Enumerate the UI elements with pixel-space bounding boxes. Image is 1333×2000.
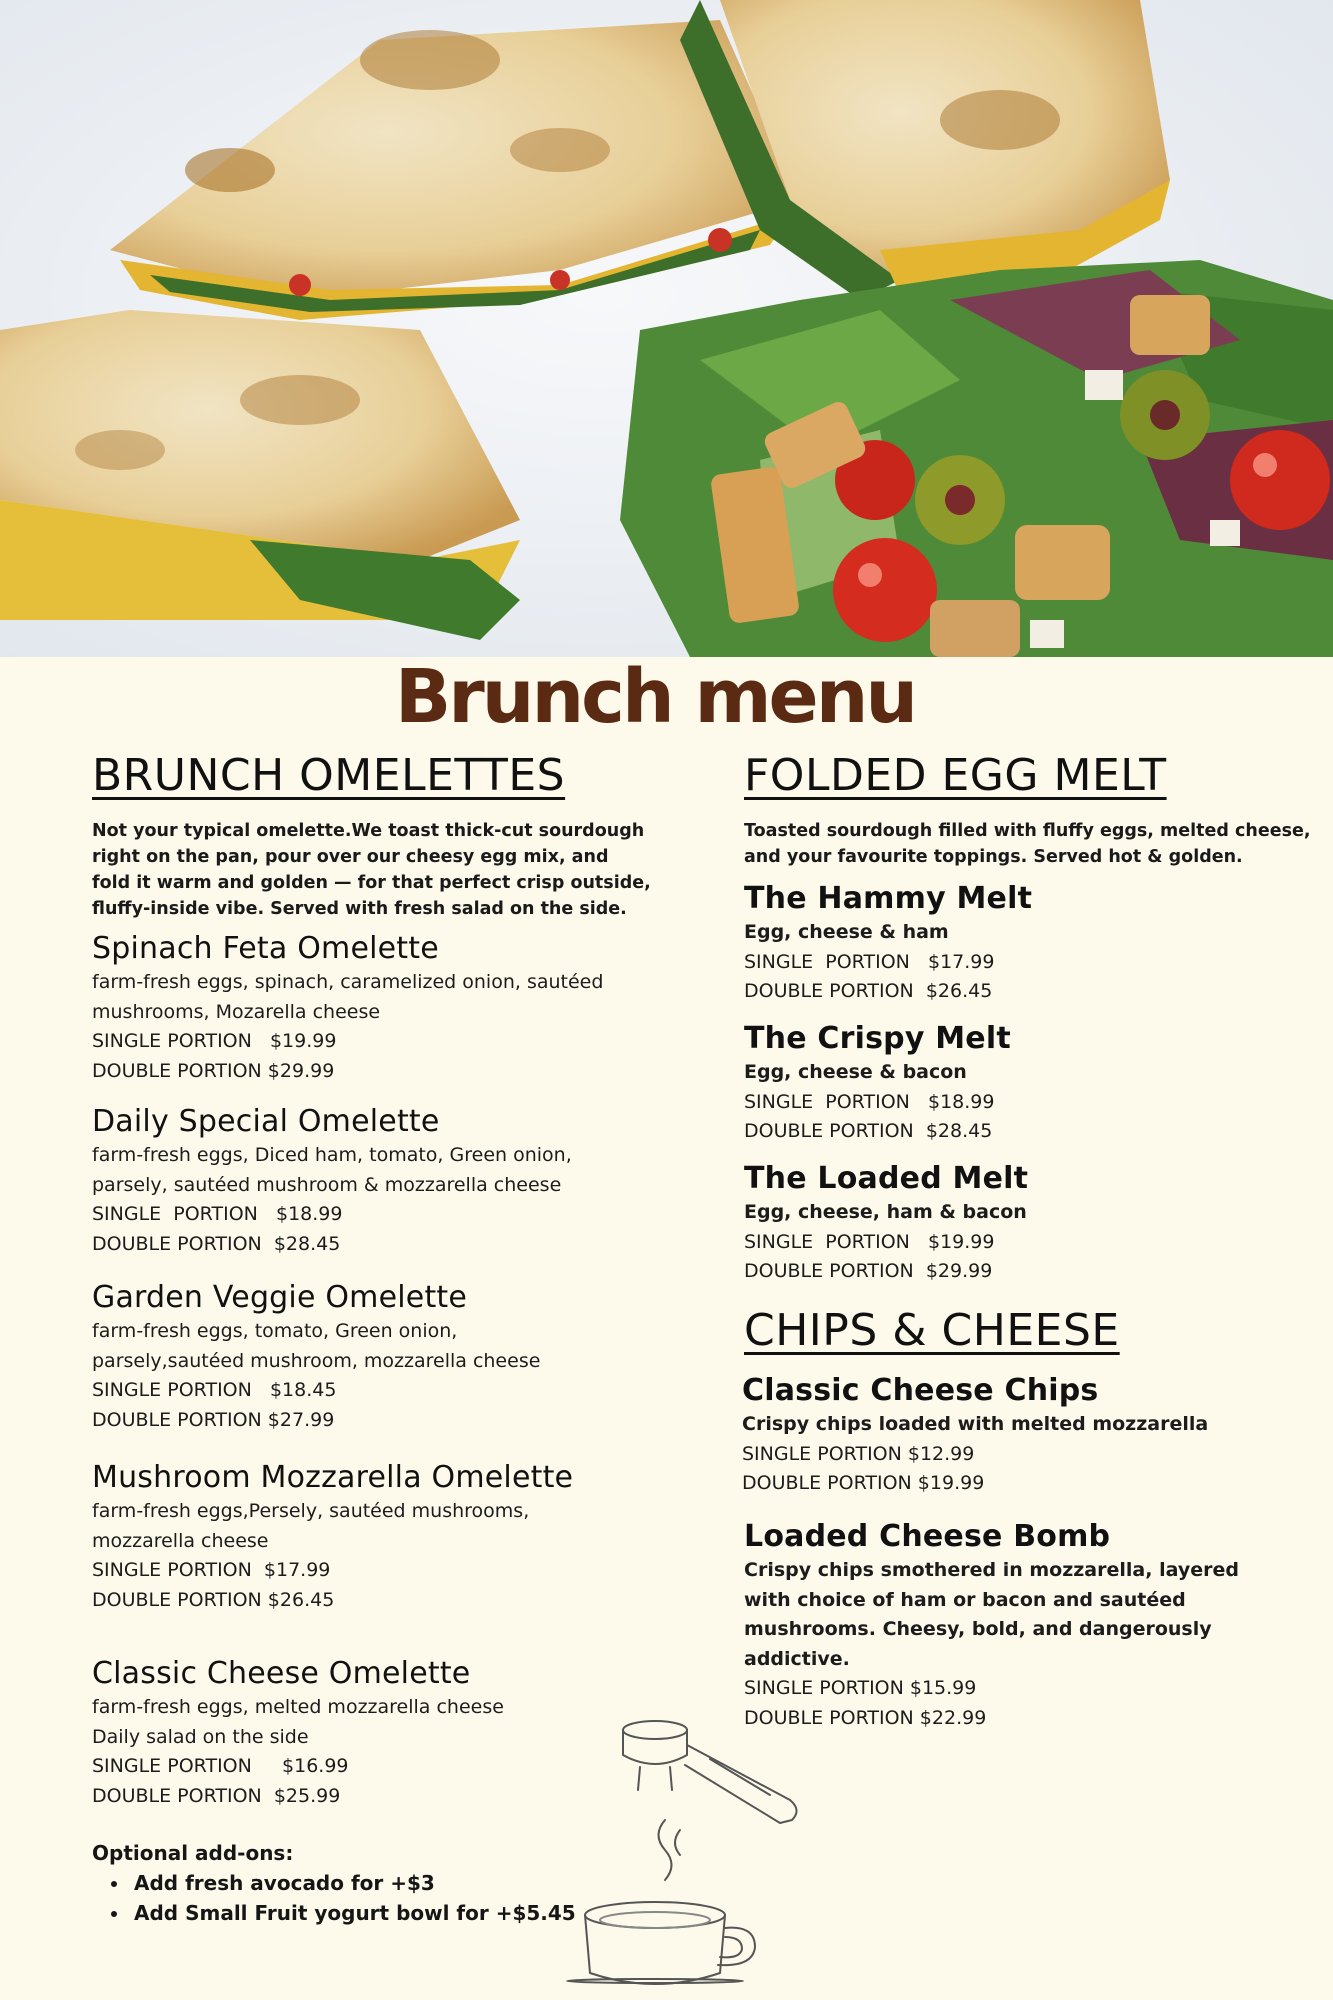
double-portion-price: DOUBLE PORTION $28.45 [744, 1120, 993, 1142]
melts-intro: Toasted sourdough filled with fluffy eggs, melted cheese, and your favourite toppings. Served hot & golden. [744, 821, 1311, 867]
espresso-coffee-illustration [560, 1715, 820, 1985]
menu-item [92, 1459, 692, 1615]
section-heading-melts: FOLDED EGG MELT [744, 750, 1167, 801]
menu-item [744, 1160, 1333, 1287]
single-portion-price: SINGLE PORTION $18.99 [92, 1203, 343, 1225]
item-name: Classic Cheese Omelette [92, 1656, 471, 1691]
item-description: Crispy chips loaded with melted mozzarella [742, 1413, 1209, 1435]
quesadilla-salad-photo [0, 0, 1333, 657]
item-name: Daily Special Omelette [92, 1104, 440, 1139]
page-title: Brunch menu [394, 654, 916, 740]
single-portion-price: SINGLE PORTION $16.99 [92, 1755, 349, 1777]
menu-item [742, 1372, 1333, 1499]
item-name: Spinach Feta Omelette [92, 931, 439, 966]
item-description: Crispy chips smothered in mozzarella, layered with choice of ham or bacon and sautéed mushrooms. Cheesy, bold, and dangerously addictive. [744, 1559, 1239, 1670]
item-name: The Hammy Melt [744, 881, 1033, 916]
double-portion-price: DOUBLE PORTION $29.99 [744, 1260, 993, 1282]
item-description: farm-fresh eggs, melted mozzarella cheese [92, 1696, 504, 1718]
double-portion-price: DOUBLE PORTION $19.99 [742, 1472, 985, 1494]
item-name: The Crispy Melt [744, 1021, 1011, 1056]
addons-title: Optional add-ons: [92, 1841, 294, 1865]
item-name: Garden Veggie Omelette [92, 1280, 468, 1315]
item-name: Classic Cheese Chips [742, 1373, 1099, 1408]
single-portion-price: SINGLE PORTION $15.99 [744, 1677, 977, 1699]
single-portion-price: SINGLE PORTION $12.99 [742, 1442, 975, 1465]
addon-item: • Add Small Fruit yogurt bowl for +$5.45 [130, 1898, 576, 1928]
double-portion-price: DOUBLE PORTION $29.99 [92, 1059, 335, 1082]
menu-item [744, 880, 1333, 1007]
single-portion-price: SINGLE PORTION $18.45 [92, 1379, 337, 1401]
item-description: farm-fresh eggs, spinach, caramelized onion, sautéed mushrooms, Mozarella cheese [92, 971, 604, 1023]
single-portion-price: SINGLE PORTION $17.99 [92, 1559, 331, 1581]
item-name: Loaded Cheese Bomb [744, 1519, 1111, 1554]
double-portion-price: DOUBLE PORTION $27.99 [92, 1408, 335, 1431]
item-description: Egg, cheese & bacon [744, 1061, 967, 1083]
item-description: farm-fresh eggs,Persely, sautéed mushrooms, mozzarella cheese [92, 1500, 530, 1552]
single-portion-price: SINGLE PORTION $19.99 [92, 1030, 337, 1052]
item-description: Egg, cheese, ham & bacon [744, 1201, 1027, 1223]
item-description: farm-fresh eggs, Diced ham, tomato, Green onion, parsely, sautéed mushroom & mozzarella cheese [92, 1144, 572, 1196]
single-portion-price: SINGLE PORTION $19.99 [744, 1230, 995, 1253]
hero-food-photo [0, 0, 1333, 657]
menu-item [92, 930, 692, 1086]
omelettes-intro: Not your typical omelette.We toast thick-cut sourdough right on the pan, pour over our cheesy egg mix, and fold it warm and golden — for that perfect crisp outside, fluffy-inside vibe. Served with fresh salad on the side. [92, 821, 651, 919]
item-description: farm-fresh eggs, tomato, Green onion, parsely,sautéed mushroom, mozzarella cheese [92, 1320, 541, 1372]
addon-item: • Add fresh avocado for +$3 [130, 1868, 576, 1898]
double-portion-price: DOUBLE PORTION $25.99 [92, 1784, 341, 1807]
addons-list [92, 1868, 576, 1928]
item-side-note: Daily salad on the side [92, 1725, 309, 1748]
single-portion-price: SINGLE PORTION $17.99 [744, 950, 995, 973]
double-portion-price: DOUBLE PORTION $26.45 [92, 1588, 335, 1611]
menu-item [744, 1020, 1333, 1147]
menu-item [92, 1103, 692, 1259]
menu-item [92, 1279, 692, 1435]
double-portion-price: DOUBLE PORTION $28.45 [92, 1232, 341, 1255]
menu-item [744, 1518, 1333, 1733]
item-description: Egg, cheese & ham [744, 921, 949, 943]
section-heading-omelettes: BRUNCH OMELETTES [92, 750, 566, 801]
item-name: The Loaded Melt [744, 1161, 1029, 1196]
item-name: Mushroom Mozzarella Omelette [92, 1460, 574, 1495]
double-portion-price: DOUBLE PORTION $22.99 [744, 1706, 987, 1729]
single-portion-price: SINGLE PORTION $18.99 [744, 1090, 995, 1113]
section-heading-chips: CHIPS & CHEESE [744, 1305, 1120, 1356]
double-portion-price: DOUBLE PORTION $26.45 [744, 980, 993, 1002]
